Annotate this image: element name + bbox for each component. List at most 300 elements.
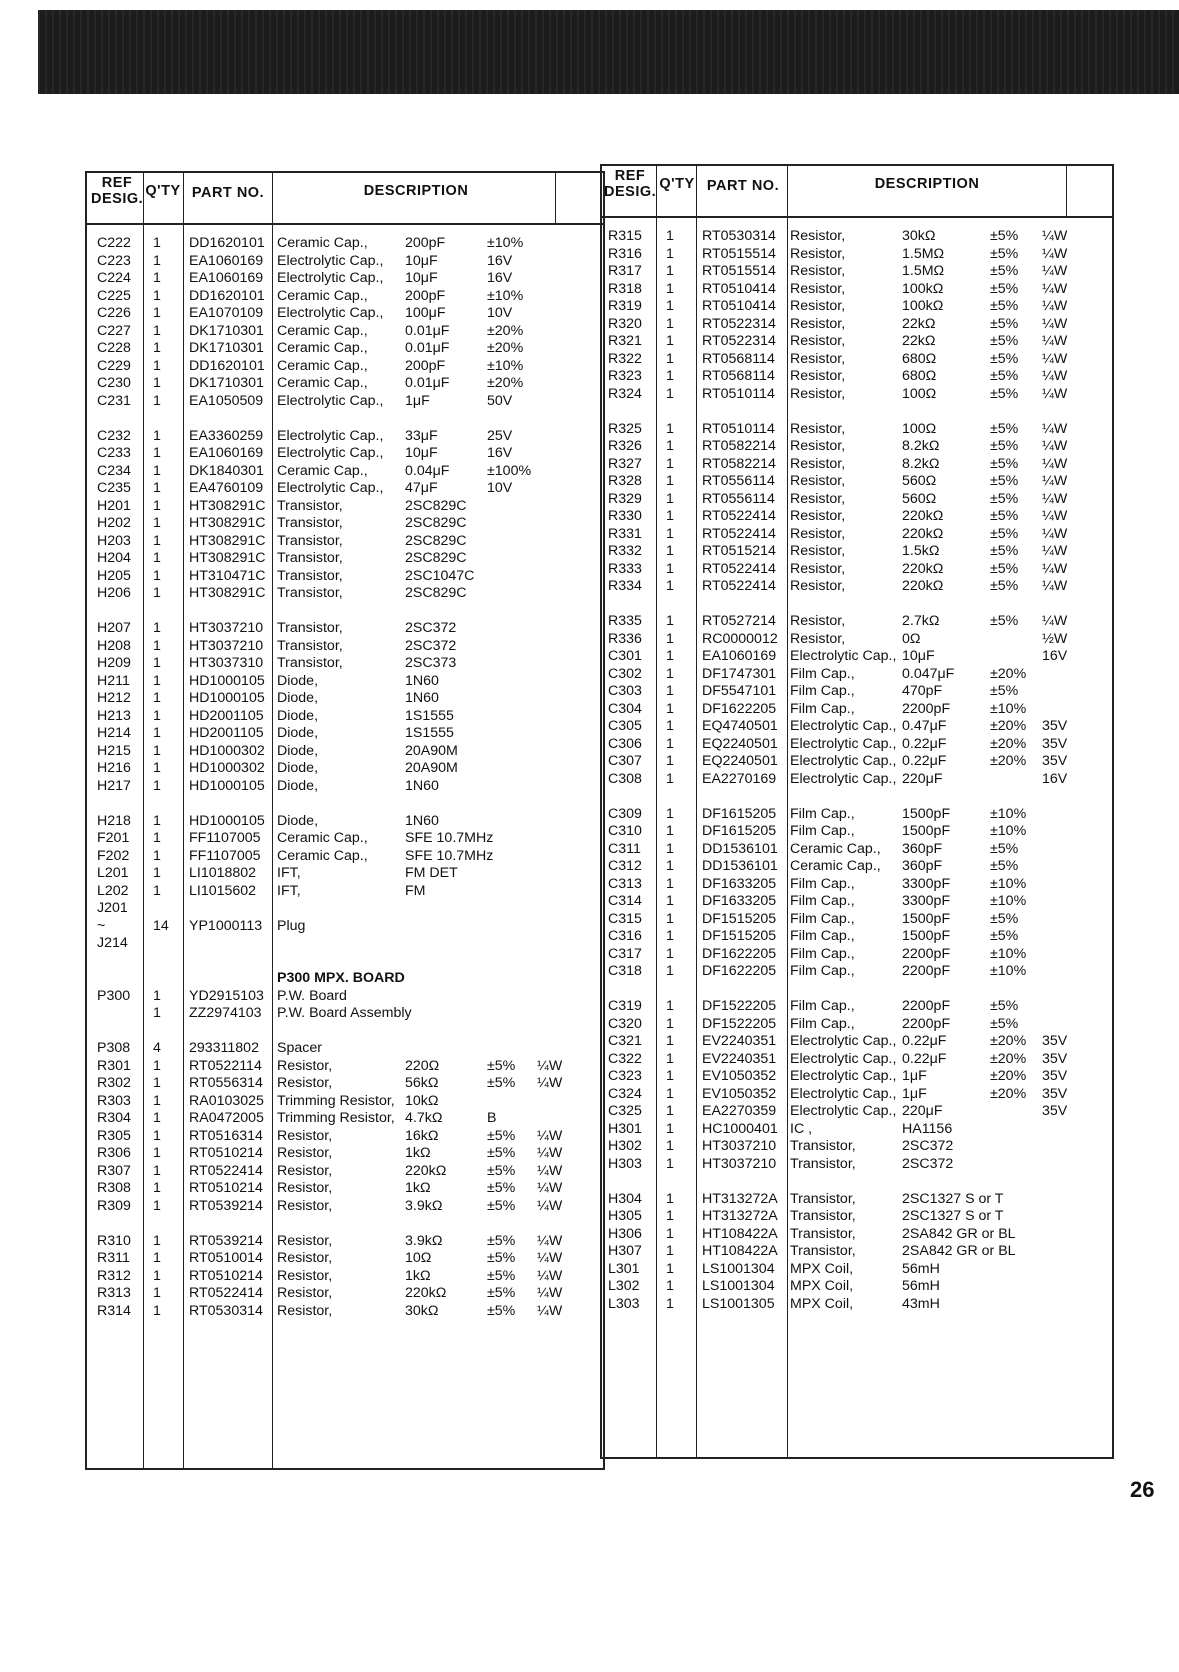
cell-description: Electrolytic Cap., [790, 1068, 897, 1084]
cell-qty: 1 [666, 910, 674, 927]
table-row [87, 813, 603, 831]
cell-value: 3300pF [902, 893, 951, 909]
cell-value: 4.7kΩ [405, 1110, 443, 1126]
cell-part-no: RT0516314 [189, 1127, 263, 1144]
cell-description: Transistor, [277, 497, 343, 514]
cell-value: 2SA842 GR or BL [902, 1225, 1016, 1242]
cell-value: 1.5MΩ [902, 263, 945, 279]
cell-rating: ¼W [1042, 508, 1068, 524]
cell-part-no: YP1000113 [189, 917, 263, 934]
cell-value: 680Ω [902, 350, 937, 367]
cell-value: 200pF [405, 357, 446, 374]
cell-tolerance: ±20% [990, 1068, 1027, 1084]
cell-part-no: RT0556114 [702, 490, 775, 507]
cell-rating: 16V [1042, 648, 1068, 664]
cell-value: 10Ω [405, 1250, 432, 1266]
cell-part-no: RT0522414 [189, 1162, 263, 1179]
cell-tolerance: ±5% [990, 333, 1019, 349]
cell-ref-desig: H206 [97, 585, 131, 601]
cell-part-no: RT0522314 [702, 333, 776, 349]
cell-ref-desig: H301 [608, 1120, 642, 1137]
table-row [602, 421, 1112, 439]
cell-tolerance: ±5% [990, 228, 1019, 244]
cell-value: FM DET [405, 865, 458, 881]
cell-tolerance: 10V [487, 305, 513, 321]
cell-part-no: 293311802 [189, 1040, 259, 1056]
table-row [87, 305, 603, 323]
cell-rating: 35V [1042, 735, 1068, 752]
table-row [602, 876, 1112, 894]
table-row [87, 830, 603, 848]
table-row [602, 613, 1112, 631]
table-row [87, 253, 603, 271]
table-row [87, 1303, 603, 1321]
cell-qty: 1 [666, 1138, 674, 1154]
cell-tolerance: ±5% [990, 350, 1019, 367]
cell-part-no: RT0522414 [702, 508, 776, 524]
cell-value: 3.9kΩ [405, 1197, 443, 1214]
table-row [87, 970, 603, 988]
cell-value: 220kΩ [902, 578, 944, 594]
cell-value: 2SC829C [405, 515, 467, 531]
cell-description: Resistor, [790, 438, 846, 454]
cell-qty: 1 [153, 812, 161, 829]
cell-qty: 1 [666, 315, 674, 332]
header-part: PART NO. [191, 185, 265, 201]
header-part: PART NO. [706, 178, 780, 194]
cell-value: 1N60 [405, 690, 439, 706]
table-row [602, 823, 1112, 841]
cell-ref-desig: R315 [608, 228, 642, 244]
cell-qty: 1 [153, 1162, 161, 1179]
cell-description: Transistor, [790, 1138, 856, 1154]
cell-qty: 1 [666, 1085, 674, 1102]
cell-description: Film Cap., [790, 928, 855, 944]
cell-ref-desig: H212 [97, 690, 131, 706]
cell-ref-desig: C305 [608, 718, 642, 734]
table-row [602, 1068, 1112, 1086]
cell-rating: ¼W [537, 1127, 563, 1144]
cell-value: 10kΩ [405, 1092, 439, 1109]
table-row [87, 568, 603, 586]
cell-value: 2SC829C [405, 532, 467, 549]
cell-value: 30kΩ [902, 228, 936, 244]
cell-part-no: EV2240351 [702, 1033, 777, 1049]
cell-description: Resistor, [277, 1162, 333, 1179]
table-row [87, 655, 603, 673]
cell-rating: 35V [1042, 1085, 1068, 1102]
cell-tolerance: ±20% [990, 735, 1027, 752]
cell-description: Diode, [277, 707, 319, 724]
cell-ref-desig: C227 [97, 322, 131, 339]
cell-value: 2SC829C [405, 585, 467, 601]
cell-value: 3300pF [902, 875, 951, 892]
cell-part-no: RT0510114 [702, 420, 775, 437]
cell-qty: 1 [666, 473, 674, 489]
cell-part-no: RT0510214 [189, 1145, 263, 1161]
cell-ref-desig: H214 [97, 725, 131, 741]
table-row [87, 235, 603, 253]
cell-part-no: EA1070109 [189, 305, 264, 321]
cell-qty: 1 [666, 455, 674, 472]
cell-value: 220kΩ [902, 508, 944, 524]
cell-description: Trimming Resistor, [277, 1110, 395, 1126]
cell-ref-desig: H303 [608, 1155, 642, 1172]
cell-part-no: EQ2240501 [702, 735, 778, 752]
cell-qty: 1 [153, 1180, 161, 1196]
table-row [87, 463, 603, 481]
table-row [602, 1226, 1112, 1244]
cell-value: 20A90M [405, 760, 458, 776]
cell-tolerance: 16V [487, 270, 513, 286]
cell-rating: ¼W [537, 1285, 563, 1301]
cell-ref-desig: R310 [97, 1232, 131, 1249]
cell-description: Resistor, [790, 543, 846, 559]
cell-description: Resistor, [790, 368, 846, 384]
cell-rating: 35V [1042, 1050, 1068, 1067]
cell-description: Electrolytic Cap., [790, 1103, 897, 1119]
cell-qty: 1 [666, 350, 674, 367]
cell-ref-desig: P300 [97, 987, 131, 1004]
cell-ref-desig: C315 [608, 910, 642, 927]
header-qty: Q'TY [659, 176, 695, 192]
top-banner [38, 10, 1179, 94]
cell-value: 22kΩ [902, 333, 936, 349]
cell-qty: 1 [153, 637, 161, 654]
table-row [602, 631, 1112, 649]
cell-part-no: EA1060169 [189, 252, 264, 269]
cell-ref-desig: R324 [608, 385, 642, 402]
table-row [602, 1033, 1112, 1051]
cell-value: 2SC373 [405, 655, 457, 671]
cell-part-no: RT0522314 [702, 315, 776, 332]
cell-value: 2SC829C [405, 497, 467, 514]
cell-tolerance: ±5% [990, 1015, 1019, 1032]
cell-tolerance: ±5% [487, 1197, 516, 1214]
cell-ref-desig: R311 [97, 1250, 130, 1266]
cell-value: 2SC1327 S or T [902, 1190, 1004, 1207]
cell-qty: 1 [153, 655, 161, 671]
cell-rating: ¼W [1042, 350, 1068, 367]
cell-value: 30kΩ [405, 1302, 439, 1319]
table-row [602, 561, 1112, 579]
cell-part-no: RT0539214 [189, 1197, 263, 1214]
cell-value: 2200pF [902, 998, 951, 1014]
cell-value: 56kΩ [405, 1075, 439, 1091]
cell-rating: ¼W [1042, 298, 1068, 314]
cell-qty: 1 [666, 630, 674, 647]
cell-ref-desig: C317 [608, 945, 642, 962]
cell-rating: ¼W [1042, 543, 1068, 559]
cell-rating: ¼W [1042, 473, 1068, 489]
cell-ref-desig: J201 [97, 900, 128, 916]
cell-ref-desig: R304 [97, 1110, 131, 1126]
cell-value: 1500pF [902, 805, 951, 822]
cell-part-no: RT0568114 [702, 368, 775, 384]
cell-qty: 1 [153, 1197, 161, 1214]
cell-tolerance: ±10% [990, 963, 1027, 979]
cell-part-no: HD1000105 [189, 690, 265, 706]
cell-description: Resistor, [790, 280, 846, 297]
cell-value: 360pF [902, 858, 943, 874]
cell-value: 1μF [902, 1085, 927, 1102]
cell-ref-desig: C308 [608, 770, 642, 787]
cell-tolerance: ±10% [990, 823, 1027, 839]
cell-part-no: HT308291C [189, 497, 266, 514]
cell-value: 1μF [405, 392, 430, 409]
table-row [87, 393, 603, 411]
cell-qty: 1 [666, 1225, 674, 1242]
parts-table-left [85, 171, 605, 1470]
cell-description: Ceramic Cap., [277, 375, 368, 391]
cell-description: Resistor, [277, 1285, 333, 1301]
cell-ref-desig: C303 [608, 683, 642, 699]
cell-part-no: HT308291C [189, 515, 266, 531]
cell-qty: 1 [153, 620, 161, 636]
cell-qty: 1 [153, 515, 161, 531]
cell-value: 220μF [902, 1103, 943, 1119]
cell-qty: 1 [153, 567, 161, 584]
cell-tolerance: ±5% [487, 1162, 516, 1179]
table-row [602, 298, 1112, 316]
cell-part-no: HT310471C [189, 567, 266, 584]
cell-tolerance: ±5% [990, 560, 1019, 577]
cell-part-no: EA2270169 [702, 770, 777, 787]
cell-description: Electrolytic Cap., [277, 427, 384, 444]
cell-ref-desig: R325 [608, 420, 642, 437]
cell-value: SFE 10.7MHz [405, 830, 494, 846]
cell-qty: 14 [153, 917, 169, 934]
cell-rating: 35V [1042, 718, 1068, 734]
cell-qty: 1 [153, 777, 161, 794]
table-row [602, 543, 1112, 561]
cell-tolerance: ±5% [487, 1267, 516, 1284]
table-row [87, 988, 603, 1006]
cell-value: 0.04μF [405, 462, 450, 479]
cell-tolerance: ±100% [487, 462, 532, 479]
cell-value: 2200pF [902, 1015, 951, 1032]
cell-value: 1kΩ [405, 1267, 431, 1284]
cell-value: 100kΩ [902, 280, 944, 297]
cell-description: Film Cap., [790, 875, 855, 892]
cell-qty: 1 [153, 725, 161, 741]
cell-qty: 1 [666, 1068, 674, 1084]
cell-part-no: DF1522205 [702, 1015, 777, 1032]
cell-rating: ¼W [1042, 455, 1068, 472]
cell-tolerance: ±10% [990, 945, 1027, 962]
cell-value: 1μF [902, 1068, 927, 1084]
cell-part-no: RA0103025 [189, 1092, 264, 1109]
cell-ref-desig: C233 [97, 445, 131, 461]
cell-part-no: RT0539214 [189, 1232, 263, 1249]
cell-part-no: DF5547101 [702, 683, 777, 699]
cell-part-no: HC1000401 [702, 1120, 778, 1137]
table-row [602, 508, 1112, 526]
cell-qty: 1 [666, 1190, 674, 1207]
cell-value: 0.22μF [902, 735, 947, 752]
table-row [602, 1121, 1112, 1139]
cell-description: Transistor, [277, 585, 343, 601]
cell-value: 2200pF [902, 945, 951, 962]
cell-ref-desig: C313 [608, 875, 642, 892]
cell-qty: 1 [153, 1075, 161, 1091]
cell-description: Ceramic Cap., [790, 840, 881, 857]
cell-rating: ¼W [1042, 368, 1068, 384]
cell-qty: 1 [153, 1005, 161, 1021]
cell-rating: ¼W [1042, 490, 1068, 507]
cell-value: 0.47μF [902, 718, 947, 734]
cell-ref-desig: C306 [608, 735, 642, 752]
cell-ref-desig: C228 [97, 340, 131, 356]
cell-value: 0.01μF [405, 322, 450, 339]
table-row [87, 708, 603, 726]
cell-tolerance: ±10% [990, 700, 1027, 717]
cell-tolerance: ±10% [487, 287, 524, 304]
cell-qty: 1 [153, 987, 161, 1004]
cell-rating: ¼W [537, 1075, 563, 1091]
cell-ref-desig: C302 [608, 665, 642, 682]
table-row [87, 1093, 603, 1111]
cell-rating: ¼W [537, 1197, 563, 1214]
cell-rating: ¼W [1042, 420, 1068, 437]
cell-ref-desig: H211 [97, 672, 130, 689]
cell-value: 360pF [902, 840, 943, 857]
table-row [87, 690, 603, 708]
cell-ref-desig: C229 [97, 357, 131, 374]
cell-tolerance: ±20% [990, 1050, 1027, 1067]
table-row [602, 893, 1112, 911]
cell-description: Ceramic Cap., [277, 830, 368, 846]
cell-qty: 1 [153, 445, 161, 461]
cell-part-no: RC0000012 [702, 630, 778, 647]
cell-rating: ¼W [537, 1057, 563, 1074]
cell-description: Electrolytic Cap., [277, 252, 384, 269]
cell-value: 220kΩ [902, 525, 944, 542]
cell-ref-desig: R326 [608, 438, 642, 454]
cell-part-no: DD1620101 [189, 357, 265, 374]
cell-ref-desig: H304 [608, 1190, 642, 1207]
cell-qty: 1 [666, 1208, 674, 1224]
cell-ref-desig: F202 [97, 847, 130, 864]
cell-ref-desig: C309 [608, 805, 642, 822]
table-row [602, 1138, 1112, 1156]
cell-ref-desig: H205 [97, 567, 131, 584]
cell-qty: 1 [666, 928, 674, 944]
header-ref: REF DESIG. [91, 175, 144, 207]
cell-qty: 1 [153, 690, 161, 706]
cell-description: MPX Coil, [790, 1260, 854, 1277]
cell-qty: 1 [666, 805, 674, 822]
cell-ref-desig: R336 [608, 630, 642, 647]
cell-rating: ¼W [1042, 315, 1068, 332]
cell-description: Resistor, [277, 1180, 333, 1196]
cell-description: Resistor, [790, 578, 846, 594]
cell-description: Diode, [277, 760, 319, 776]
cell-value: 10μF [405, 445, 438, 461]
cell-value: 0.22μF [902, 1033, 947, 1049]
cell-description: Electrolytic Cap., [790, 718, 897, 734]
table-row [87, 620, 603, 638]
cell-ref-desig: L302 [608, 1278, 640, 1294]
cell-value: 56mH [902, 1260, 940, 1277]
cell-ref-desig: R331 [608, 525, 642, 542]
cell-ref-desig: H306 [608, 1225, 642, 1242]
table-row [87, 638, 603, 656]
cell-value: 470pF [902, 683, 943, 699]
cell-qty: 1 [153, 882, 161, 899]
cell-value: 2SC372 [405, 637, 457, 654]
table-header [602, 166, 1112, 218]
cell-value: 56mH [902, 1278, 940, 1294]
cell-qty: 1 [666, 1033, 674, 1049]
table-row [602, 316, 1112, 334]
column-divider [555, 173, 556, 225]
cell-part-no: DD1620101 [189, 235, 265, 251]
cell-ref-desig: C320 [608, 1015, 642, 1032]
cell-qty: 1 [666, 770, 674, 787]
cell-tolerance: ±20% [990, 753, 1027, 769]
cell-ref-desig: R323 [608, 368, 642, 384]
cell-tolerance: ±5% [990, 613, 1019, 629]
cell-part-no: DF1615205 [702, 823, 777, 839]
cell-tolerance: ±5% [990, 928, 1019, 944]
cell-value: 100Ω [902, 385, 937, 402]
table-row [87, 1285, 603, 1303]
cell-ref-desig: ~ [97, 917, 106, 934]
cell-part-no: EA4760109 [189, 480, 264, 496]
cell-tolerance: ±5% [990, 998, 1019, 1014]
cell-part-no: DF1615205 [702, 805, 777, 822]
cell-part-no: HT313272A [702, 1208, 778, 1224]
cell-ref-desig: C304 [608, 700, 642, 717]
cell-tolerance: ±20% [990, 665, 1027, 682]
table-row [602, 648, 1112, 666]
cell-ref-desig: C322 [608, 1050, 642, 1067]
cell-ref-desig: C234 [97, 462, 131, 479]
cell-rating: ¼W [1042, 560, 1068, 577]
cell-qty: 1 [666, 700, 674, 717]
table-row [602, 1261, 1112, 1279]
cell-description: Transistor, [277, 567, 343, 584]
cell-tolerance: ±5% [990, 508, 1019, 524]
cell-part-no: HD1000302 [189, 742, 265, 759]
cell-ref-desig: C325 [608, 1103, 642, 1119]
table-row [602, 263, 1112, 281]
table-row [87, 1268, 603, 1286]
cell-qty: 1 [153, 1285, 161, 1301]
cell-rating: ¼W [1042, 525, 1068, 542]
cell-ref-desig: R305 [97, 1127, 131, 1144]
cell-description: Film Cap., [790, 910, 855, 927]
table-row [87, 900, 603, 918]
table-row [602, 666, 1112, 684]
table-row [87, 725, 603, 743]
cell-description: Film Cap., [790, 893, 855, 909]
cell-qty: 1 [153, 1057, 161, 1074]
cell-tolerance: ±20% [487, 375, 524, 391]
cell-description: Resistor, [277, 1145, 333, 1161]
cell-value: 10μF [405, 252, 438, 269]
table-row [602, 841, 1112, 859]
cell-description: Electrolytic Cap., [277, 270, 384, 286]
cell-qty: 1 [666, 823, 674, 839]
cell-qty: 1 [666, 420, 674, 437]
cell-value: 20A90M [405, 742, 458, 759]
cell-tolerance: 10V [487, 480, 513, 496]
cell-ref-desig: R301 [97, 1057, 131, 1074]
cell-tolerance: ±5% [990, 420, 1019, 437]
cell-value: 220kΩ [902, 560, 944, 577]
